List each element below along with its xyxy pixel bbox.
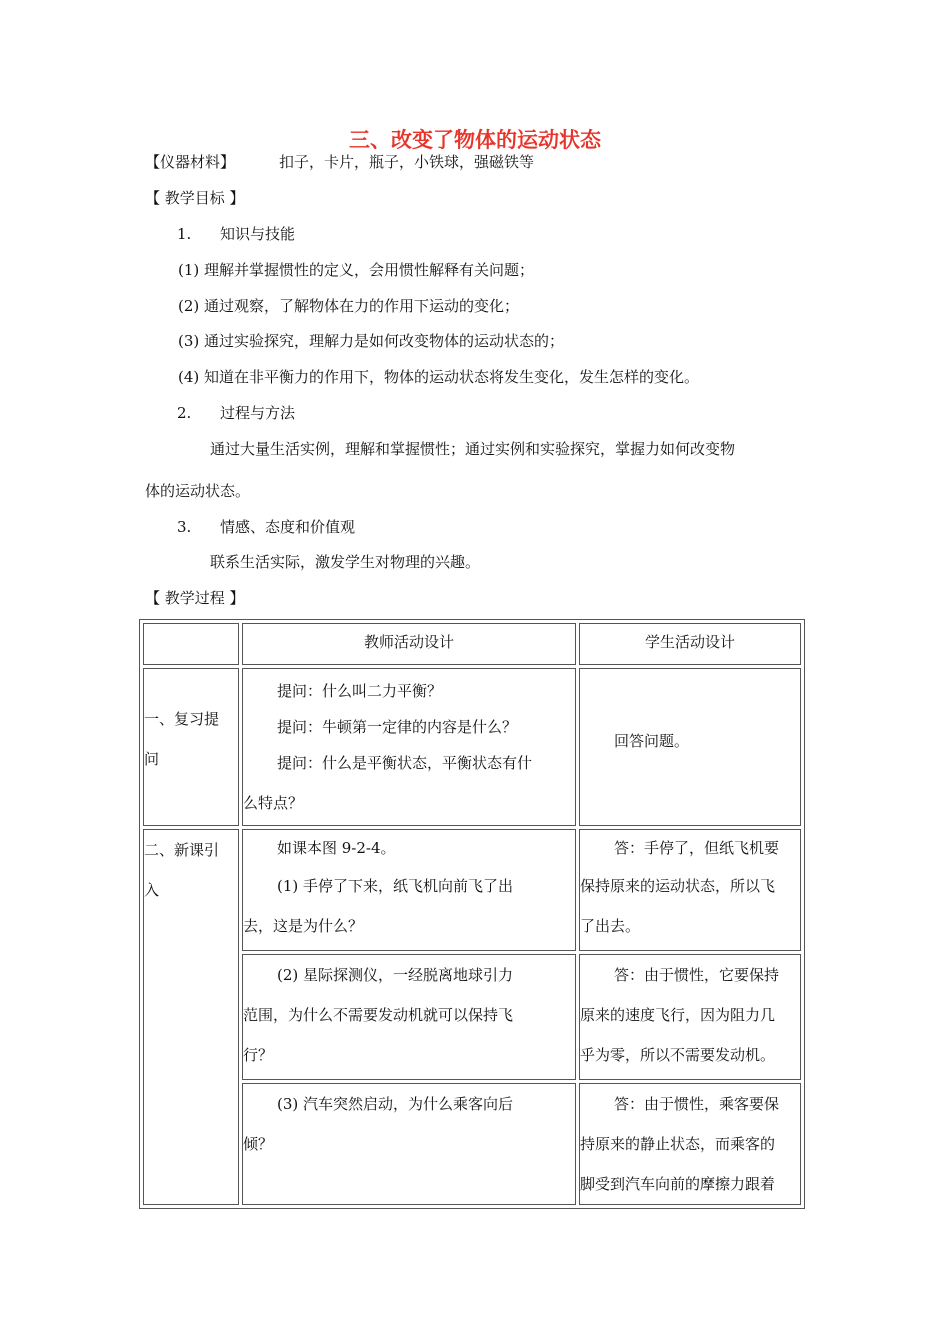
teacher-line: 行？ <box>243 1046 274 1064</box>
teaching-process-table <box>139 619 805 1209</box>
objectives-heading: 【 教学目标 】 <box>145 189 245 207</box>
teacher-line: 倾？ <box>243 1135 274 1153</box>
student-line: 答：由于惯性，乘客要保 <box>614 1095 780 1113</box>
materials-value: 扣子，卡片，瓶子，小铁球，强磁铁等 <box>279 153 535 171</box>
student-line: 回答问题。 <box>614 732 690 750</box>
stage-cell <box>143 829 239 1205</box>
objective-item: (1) 理解并掌握惯性的定义，会用惯性解释有关问题； <box>178 261 535 279</box>
student-cell <box>579 1083 801 1205</box>
header-teacher: 教师活动设计 <box>242 623 576 665</box>
teacher-line: 么特点？ <box>243 794 304 812</box>
teacher-line: 提问：牛顿第一定律的内容是什么？ <box>277 718 518 736</box>
teacher-line: 提问：什么是平衡状态，平衡状态有什 <box>277 754 533 772</box>
objective-item: (3) 通过实验探究，理解力是如何改变物体的运动状态的； <box>178 332 565 350</box>
student-line: 脚受到汽车向前的摩擦力跟着 <box>580 1175 776 1193</box>
section-2-title: 过程与方法 <box>220 404 296 422</box>
table-row <box>143 954 801 1080</box>
teacher-line: 去，这是为什么？ <box>243 917 364 935</box>
student-cell <box>579 668 801 826</box>
header-student: 学生活动设计 <box>579 623 801 665</box>
section-3-number: 3. <box>177 518 192 536</box>
teacher-line: (3) 汽车突然启动，为什么乘客向后 <box>277 1095 514 1113</box>
section-2-paragraph: 通过大量生活实例，理解和掌握惯性；通过实例和实验探究，掌握力如何改变物 <box>210 440 736 458</box>
teacher-line: 提问：什么叫二力平衡？ <box>277 682 443 700</box>
objective-item: (4) 知道在非平衡力的作用下，物体的运动状态将发生变化，发生怎样的变化。 <box>178 368 700 386</box>
student-line: 答：手停了，但纸飞机要 <box>614 839 780 857</box>
table-header-row <box>143 623 801 665</box>
teacher-line: (2) 星际探测仪，一经脱离地球引力 <box>277 966 514 984</box>
section-3-paragraph: 联系生活实际，激发学生对物理的兴趣。 <box>210 553 481 571</box>
section-1-number: 1. <box>177 225 192 243</box>
student-line: 持原来的静止状态，而乘客的 <box>580 1135 776 1153</box>
stage-label-cont: 问 <box>144 750 160 768</box>
header-blank-cell <box>143 623 239 665</box>
section-3-title: 情感、态度和价值观 <box>220 518 356 536</box>
student-line: 保持原来的运动状态，所以飞 <box>580 877 776 895</box>
table-row <box>143 829 801 951</box>
stage-label: 一、复习提 <box>144 710 220 728</box>
section-1-title: 知识与技能 <box>220 225 296 243</box>
materials-label: 【仪器材料】 <box>145 153 236 171</box>
teacher-cell <box>242 954 576 1080</box>
student-line: 了出去。 <box>580 917 641 935</box>
student-cell <box>579 829 801 951</box>
teacher-cell <box>242 1083 576 1205</box>
stage-label: 二、新课引 <box>144 841 220 859</box>
objective-item: (2) 通过观察，了解物体在力的作用下运动的变化； <box>178 297 520 315</box>
student-line: 答：由于惯性，它要保持 <box>614 966 780 984</box>
page-title: 三、改变了物体的运动状态 <box>349 128 601 152</box>
table-row <box>143 668 801 826</box>
table-row <box>143 1083 801 1205</box>
teacher-line: (1) 手停了下来，纸飞机向前飞了出 <box>277 877 514 895</box>
section-2-number: 2. <box>177 404 192 422</box>
teacher-cell <box>242 668 576 826</box>
section-2-paragraph-cont: 体的运动状态。 <box>145 482 251 500</box>
process-heading: 【 教学过程 】 <box>145 589 245 607</box>
teacher-line: 范围，为什么不需要发动机就可以保持飞 <box>243 1006 514 1024</box>
stage-label-cont: 入 <box>144 881 160 899</box>
student-cell <box>579 954 801 1080</box>
student-line: 原来的速度飞行，因为阻力几 <box>580 1006 776 1024</box>
teacher-cell <box>242 829 576 951</box>
teacher-line: 如课本图 9-2-4。 <box>277 839 396 857</box>
student-line: 乎为零，所以不需要发动机。 <box>580 1046 776 1064</box>
stage-cell <box>143 668 239 826</box>
